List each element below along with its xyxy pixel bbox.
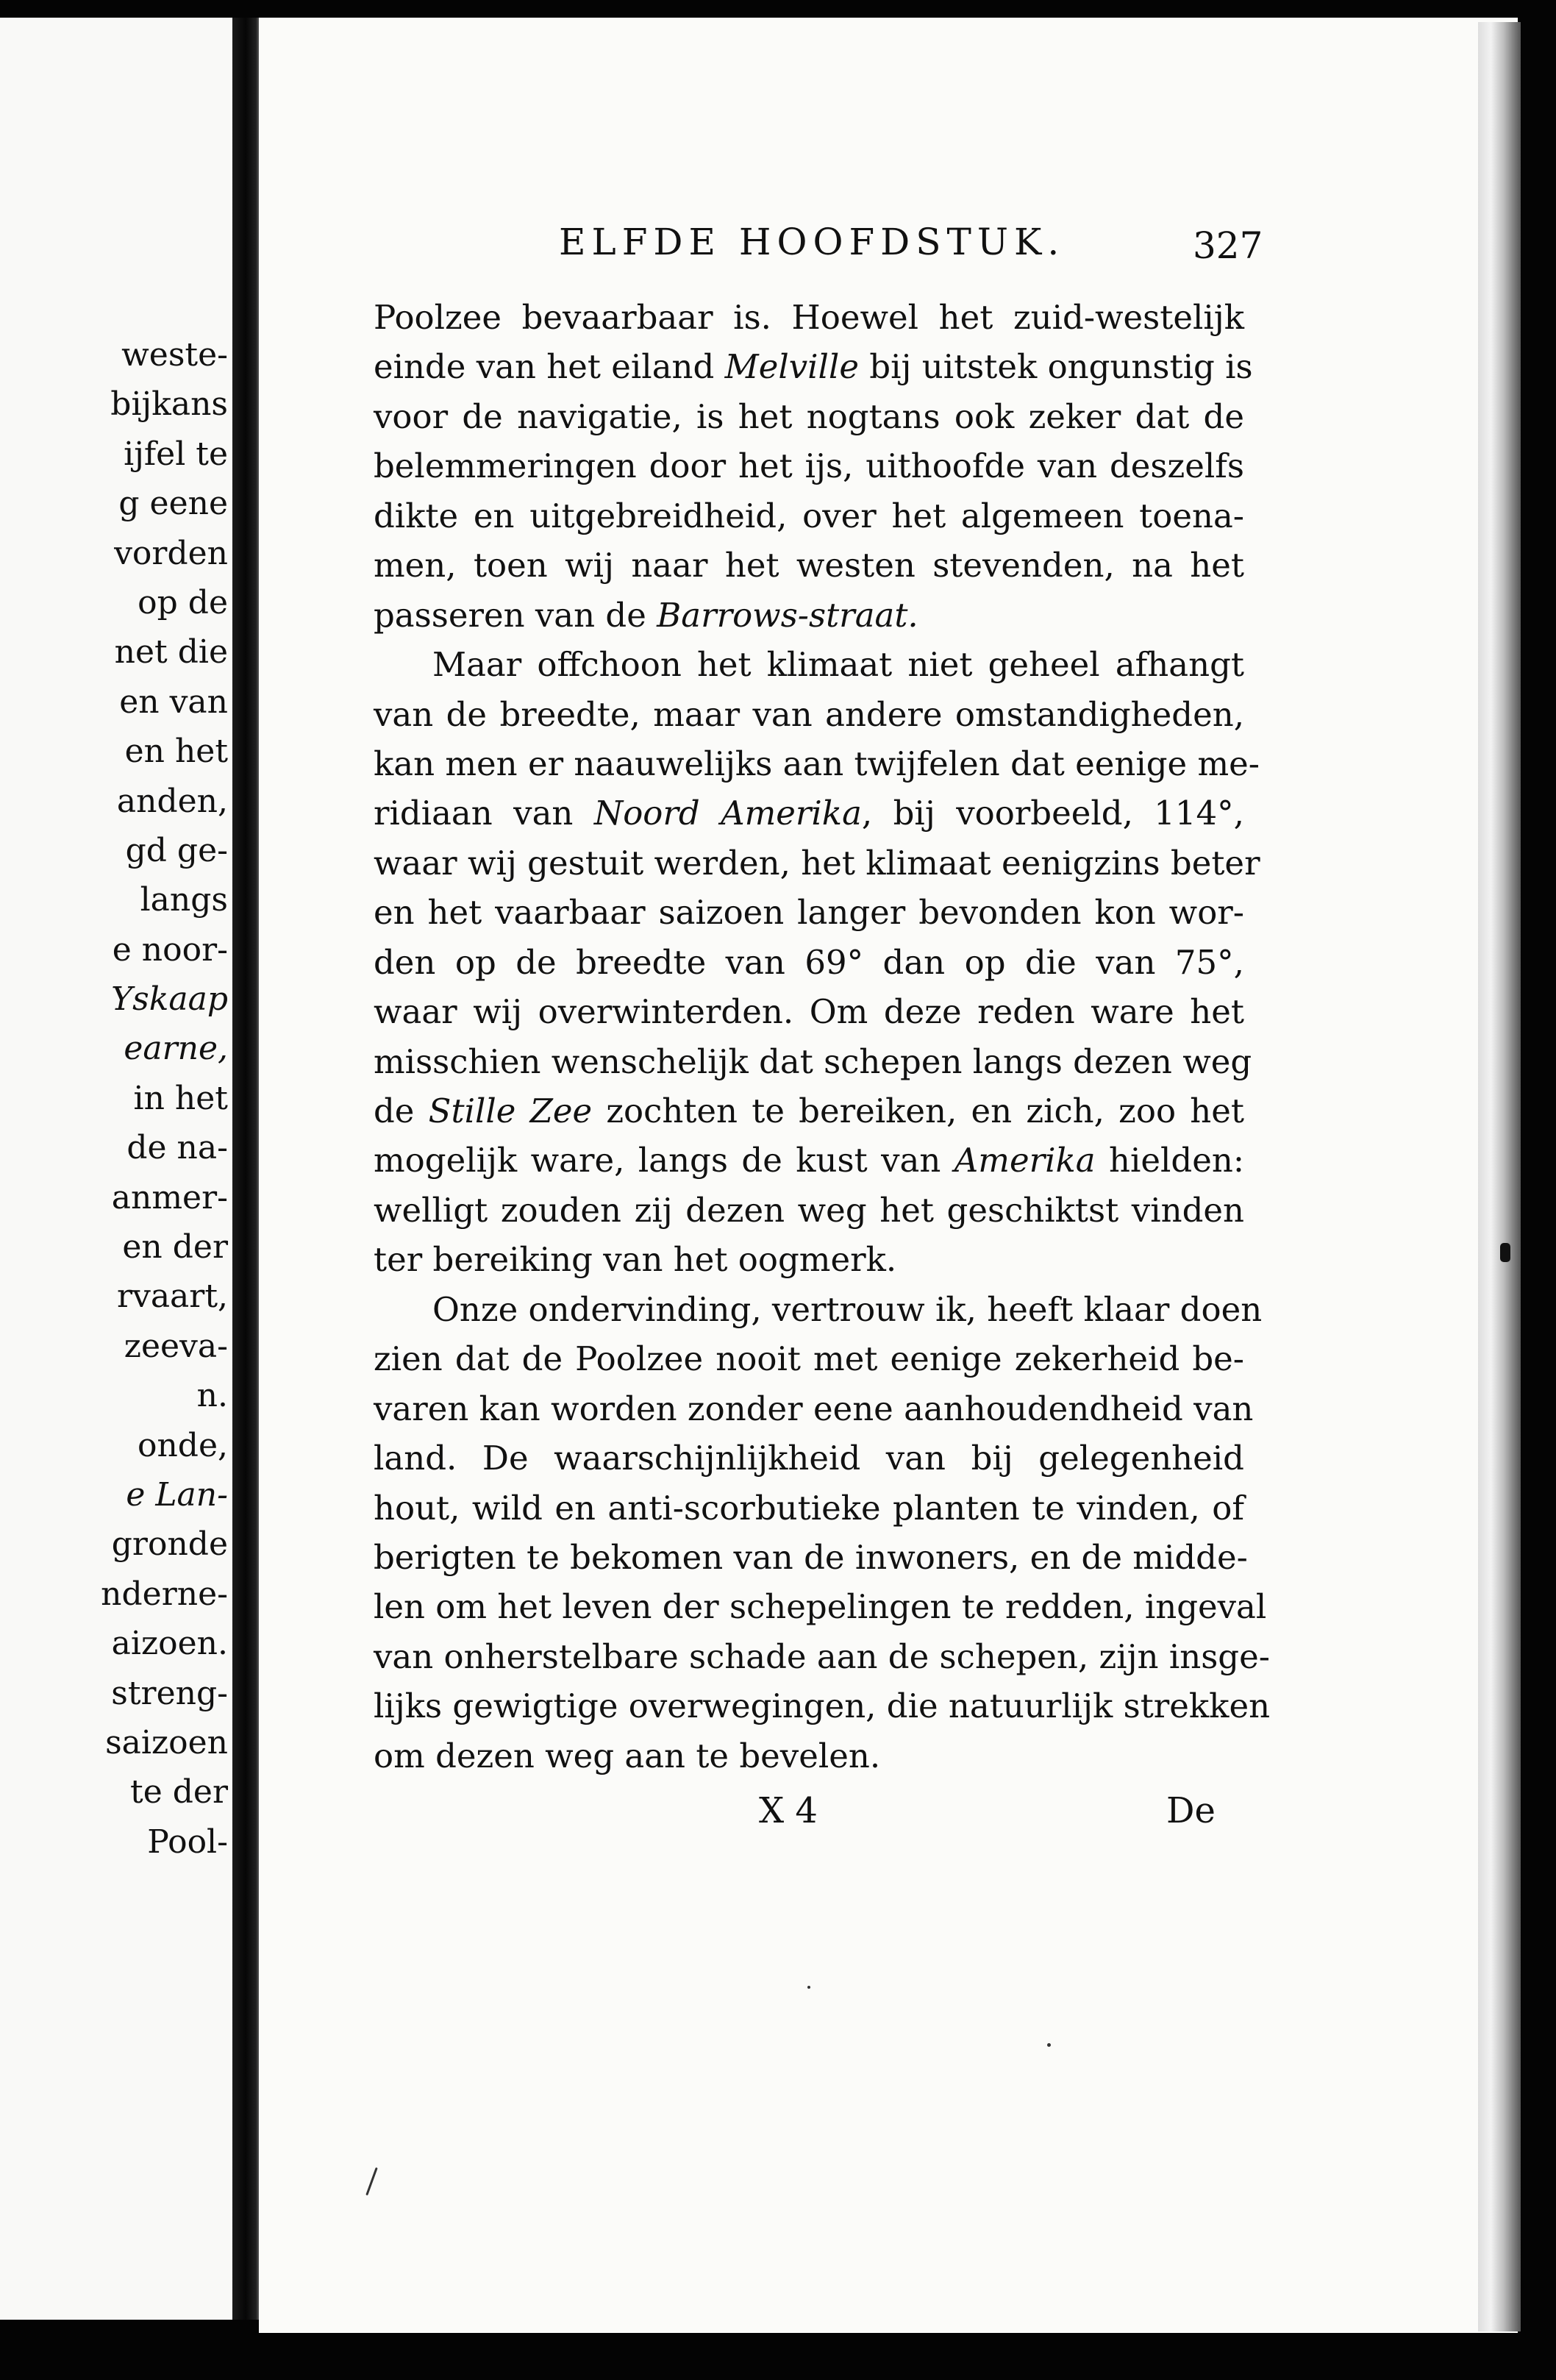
text-line-content: len om het leven der schepelingen te redden, ingeval <box>374 1587 1267 1627</box>
text-line <box>374 1235 1244 1284</box>
text-line <box>374 491 1244 541</box>
text-line-content: Maar offchoon het klimaat niet geheel afhangt <box>432 645 1244 685</box>
text-line-content: ter bereiking van het oogmerk. <box>374 1240 897 1280</box>
left-page-line: gronde <box>111 1525 228 1564</box>
signature-mark: X 4 <box>759 1790 818 1831</box>
left-page-line: Yskaap <box>111 980 228 1019</box>
left-page-line: g eene <box>118 485 228 523</box>
italic-name: Amerika <box>954 1141 1096 1180</box>
text-line <box>374 342 1253 391</box>
text-line <box>374 1681 1271 1731</box>
paper-fleck <box>807 1986 810 1989</box>
left-page-line: e Lan- <box>126 1475 228 1514</box>
left-page-line: langs <box>140 881 228 919</box>
text-line <box>374 1037 1252 1086</box>
left-page-line: weste- <box>121 336 228 374</box>
text-line <box>374 1433 1244 1483</box>
text-line-content: kan men er naauwelijks aan twijfelen dat eenige me- <box>374 744 1260 783</box>
text-line-content: einde van het eiland <box>374 347 725 387</box>
italic-name: Barrows-straat. <box>657 595 918 635</box>
text-line <box>374 293 1244 342</box>
left-page-line: aizoen. <box>111 1625 228 1663</box>
page-body-text <box>374 293 1271 1781</box>
left-page-line: gd ge- <box>125 831 228 869</box>
text-line-content: Onze ondervinding, vertrouw ik, heeft klaar doen <box>432 1289 1263 1329</box>
text-line <box>374 788 1244 838</box>
text-line <box>374 1483 1244 1533</box>
left-page-line: op de <box>138 583 228 621</box>
running-head: ELFDE HOOFDSTUK. <box>559 221 1066 263</box>
text-line-content: ridiaan van <box>374 794 594 833</box>
text-line <box>374 838 1260 888</box>
left-page-line: anden, <box>116 782 228 820</box>
text-line-tail: zochten te bereiken, en zich, zoo het <box>592 1091 1244 1130</box>
text-line-content: om dezen weg aan te bevelen. <box>374 1736 881 1775</box>
text-line-content: lijks gewigtige overwegingen, die natuurlijk strekken <box>374 1686 1271 1726</box>
left-page-line: streng- <box>111 1674 228 1712</box>
text-line-content: waar wij gestuit werden, het klimaat eenigzins beter <box>374 843 1260 883</box>
text-line <box>374 1285 1263 1334</box>
page-number: 327 <box>1193 224 1263 267</box>
left-page-line: ijfel te <box>124 435 228 473</box>
text-line <box>374 938 1244 987</box>
italic-name: Melville <box>724 347 859 387</box>
text-line <box>374 1582 1267 1631</box>
text-line-tail: bij uitstek ongunstig is <box>858 347 1253 387</box>
text-line <box>374 1136 1244 1185</box>
text-line-content: waar wij overwinterden. Om deze reden ware het <box>374 992 1244 1032</box>
left-page-line: en van <box>119 683 228 721</box>
italic-name: Noord Amerika <box>593 794 862 833</box>
page-edge <box>1478 22 1521 2331</box>
catchword: De <box>1166 1790 1216 1831</box>
left-page-line: zeeva- <box>124 1327 228 1365</box>
left-page-line: anmer- <box>111 1178 228 1216</box>
text-line-content: varen kan worden zonder eene aanhoudendheid van <box>374 1389 1254 1428</box>
text-line-content: zien dat de Poolzee nooit met eenige zekerheid be- <box>374 1339 1244 1379</box>
left-page-line: earne, <box>124 1030 228 1068</box>
text-line <box>374 888 1244 937</box>
left-page-line: saizoen <box>105 1723 228 1761</box>
text-line-tail: hielden: <box>1095 1141 1244 1180</box>
text-line <box>374 1186 1244 1235</box>
italic-name: Stille Zee <box>428 1091 593 1130</box>
left-page <box>0 18 237 2320</box>
left-page-line: te der <box>130 1773 228 1811</box>
text-line-content: passeren van de <box>374 595 657 635</box>
text-line <box>374 1632 1270 1681</box>
text-line-content: van de breedte, maar van andere omstandigheden, <box>374 694 1244 734</box>
paper-fleck <box>1500 1243 1510 1262</box>
text-line-content: den op de breedte van 69° dan op die van 75°, <box>374 942 1244 982</box>
text-line-content: berigten te bekomen van de inwoners, en de midde- <box>374 1537 1248 1577</box>
book-spine <box>232 18 262 2320</box>
left-page-line: n. <box>196 1377 228 1415</box>
text-line <box>374 690 1244 739</box>
text-line-content: misschien wenschelijk dat schepen langs dezen weg <box>374 1041 1252 1081</box>
paper-fleck <box>1047 2043 1051 2047</box>
left-page-line: en het <box>124 733 228 771</box>
text-line <box>374 541 1244 590</box>
text-line-content: hout, wild en anti-scorbutieke planten te vinden, of <box>374 1488 1244 1528</box>
text-line <box>374 1533 1248 1582</box>
text-line <box>374 1086 1244 1136</box>
text-line <box>374 1384 1254 1433</box>
text-line-content: voor de navigatie, is het nogtans ook zeker dat de <box>374 396 1244 436</box>
text-line-content: belemmeringen door het ijs, uithoofde van deszelfs <box>374 446 1244 486</box>
text-line-content: welligt zouden zij dezen weg het geschiktst vinden <box>374 1190 1244 1230</box>
left-page-text <box>0 330 228 1867</box>
text-line-content: dikte en uitgebreidheid, over het algemeen toena- <box>374 496 1244 535</box>
text-line-content: en het vaarbaar saizoen langer bevonden kon wor- <box>374 893 1244 933</box>
text-line-content: land. De waarschijnlijkheid van bij gelegenheid <box>374 1439 1244 1478</box>
text-line <box>374 739 1260 788</box>
left-page-line: de na- <box>126 1129 228 1167</box>
text-line-content: van onherstelbare schade aan de schepen, zijn insge- <box>374 1636 1270 1676</box>
text-line-content: Poolzee bevaarbaar is. Hoewel het zuid-westelijk <box>374 298 1244 337</box>
text-line <box>374 640 1244 689</box>
left-page-line: Pool- <box>147 1823 228 1861</box>
left-page-line: e noor- <box>112 930 228 969</box>
left-page-line: onde, <box>137 1426 228 1464</box>
left-page-line: in het <box>133 1079 228 1117</box>
left-page-line: nderne- <box>101 1575 228 1613</box>
text-line-content: men, toen wij naar het westen stevenden, na het <box>374 546 1244 585</box>
left-page-line: rvaart, <box>116 1278 228 1316</box>
text-line <box>374 392 1244 441</box>
text-line <box>374 987 1244 1036</box>
left-page-line: vorden <box>114 534 228 572</box>
text-line-content: de <box>374 1091 429 1130</box>
text-line <box>374 1334 1244 1383</box>
left-page-line: bijkans <box>110 385 228 424</box>
left-page-line: net die <box>114 633 228 671</box>
left-page-line: en der <box>122 1228 228 1266</box>
text-line-content: mogelijk ware, langs de kust van <box>374 1141 954 1180</box>
text-line <box>374 441 1244 491</box>
text-line <box>374 591 1244 640</box>
text-line <box>374 1731 1244 1781</box>
text-line-tail: , bij voorbeeld, 114°, <box>861 794 1244 833</box>
